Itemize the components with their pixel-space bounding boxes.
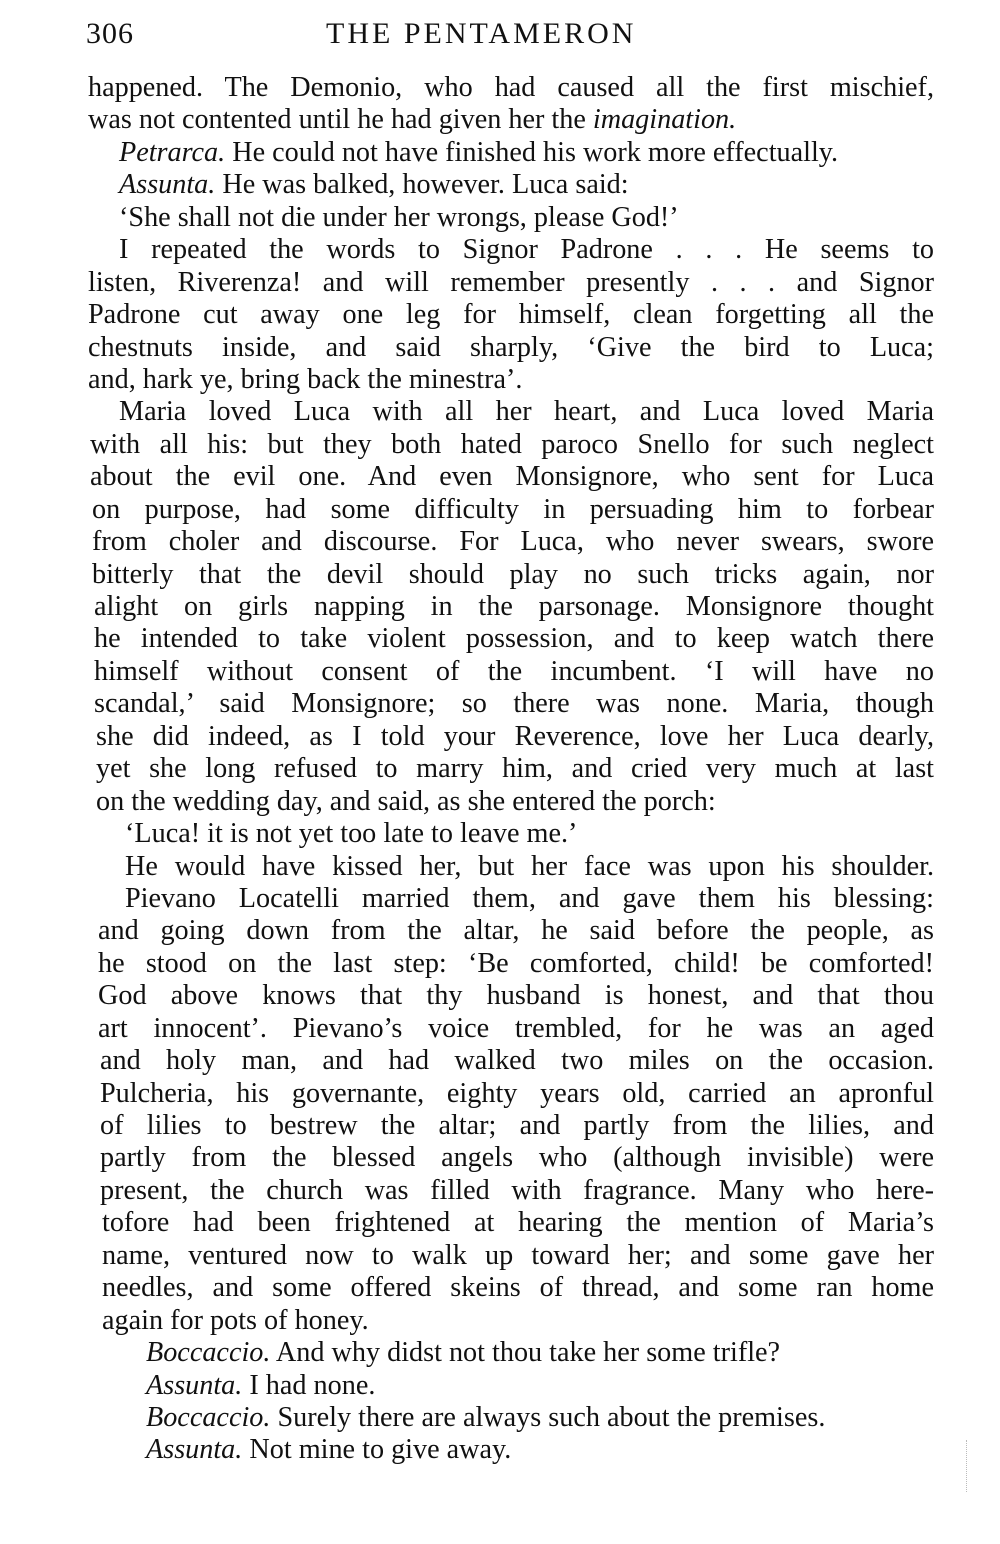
text-line: I repeated the words to Signor Padrone . . . He seems to [119,234,934,266]
text-line: from choler and discourse. For Luca, who never swears, swore [92,526,934,558]
text-line: name, ventured now to walk up toward her; and some gave her [102,1239,934,1271]
speaker-name: Boccaccio. [146,1337,271,1369]
text-line: he intended to take violent possession, and to keep watch there [94,623,934,655]
text-line: with all his: but they both hated paroco Snello for such neglect [90,428,934,460]
dialogue-text: Not mine to give away. [242,1434,512,1466]
text-line: she did indeed, as I told your Reverence, love her Luca dearly, [96,720,934,752]
emphasis-run: imagination. [592,104,737,136]
text-line: ‘Luca! it is not yet too late to leave me.’ [125,818,578,850]
text-line: God above knows that thy husband is honest, and that thou [98,980,934,1012]
text-line: himself without consent of the incumbent. ‘I will have no [94,655,934,687]
dialogue-line [102,1402,934,1434]
text-line: about the evil one. And even Monsignore, who sent for Luca [90,461,934,493]
text-line: scandal,’ said Monsignore; so there was none. Maria, though [94,688,934,720]
text-line: present, the church was filled with fragrance. Many who here- [100,1174,934,1206]
text-line: tofore had been frightened at hearing the mention of Maria’s [102,1207,934,1239]
text-line: chestnuts inside, and said sharply, ‘Give the bird to Luca; [88,331,934,363]
dialogue-line [88,169,934,201]
dialogue-text: He was balked, however. Luca said: [215,169,629,201]
text-line: Maria loved Luca with all her heart, and Luca loved Maria [119,396,934,428]
text-line: and, hark ye, bring back the minestra’. [88,363,523,395]
text-line: listen, Riverenza! and will remember presently . . . and Signor [88,266,934,298]
page-number: 306 [86,17,134,50]
speaker-name: Petrarca. [119,136,226,168]
dialogue-text: He could not have finished his work more effectually. [225,136,839,168]
text-line: alight on girls napping in the parsonage. Monsignore thought [94,591,934,622]
text-line: and going down from the altar, he said before the people, as [98,915,934,947]
dialogue-text: I had none. [242,1369,376,1401]
text-line: art innocent’. Pievano’s voice trembled, for he was an aged [98,1012,934,1044]
text-line: Padrone cut away one leg for himself, clean forgetting all the [88,299,934,331]
text-line: yet she long refused to marry him, and cried very much at last [96,753,934,785]
text-line: happened. The Demonio, who had caused all the first mischief, [88,72,934,103]
text-line: Pievano Locatelli married them, and gave them his blessing: [125,882,934,914]
dialogue-text: And why didst not thou take her some trifle? [270,1337,781,1369]
text-line: and holy man, and had walked two miles on the occasion. [100,1045,934,1077]
speaker-name: Boccaccio. [146,1401,271,1433]
text-line: needles, and some offered skeins of thread, and some ran home [102,1272,934,1304]
dialogue-line [88,137,934,169]
text-line: on purpose, had some difficulty in persuading him to forbear [92,493,934,525]
dialogue-text: Surely there are always such about the premises. [270,1401,826,1433]
dialogue-line [102,1434,934,1466]
speaker-name: Assunta. [146,1369,243,1401]
margin-scan-artifact [966,1440,971,1492]
text-line: he stood on the last step: ‘Be comforted, child! be comforted! [98,947,934,979]
speaker-name: Assunta. [119,169,216,201]
text-line: partly from the blessed angels who (although invisible) were [100,1142,934,1174]
dialogue-line [102,1370,934,1402]
text-line: on the wedding day, and said, as she entered the porch: [96,785,716,817]
speaker-name: Assunta. [146,1434,243,1466]
running-head [86,14,931,54]
text-line: He would have kissed her, but her face was upon his shoulder. [125,850,934,882]
text-line: ‘She shall not die under her wrongs, please God!’ [119,201,679,233]
text-line: Pulcheria, his governante, eighty years old, carried an apronful [100,1077,934,1109]
text-run: was not contented until he had given her the [88,104,593,136]
text-line: bitterly that the devil should play no such tricks again, nor [92,558,934,590]
running-title: THE PENTAMERON [326,17,637,50]
text-line [88,104,934,136]
body-text [88,72,934,1467]
text-line: again for pots of honey. [102,1304,369,1336]
text-line: of lilies to bestrew the altar; and partly from the lilies, and [100,1110,934,1141]
dialogue-line [102,1337,934,1369]
